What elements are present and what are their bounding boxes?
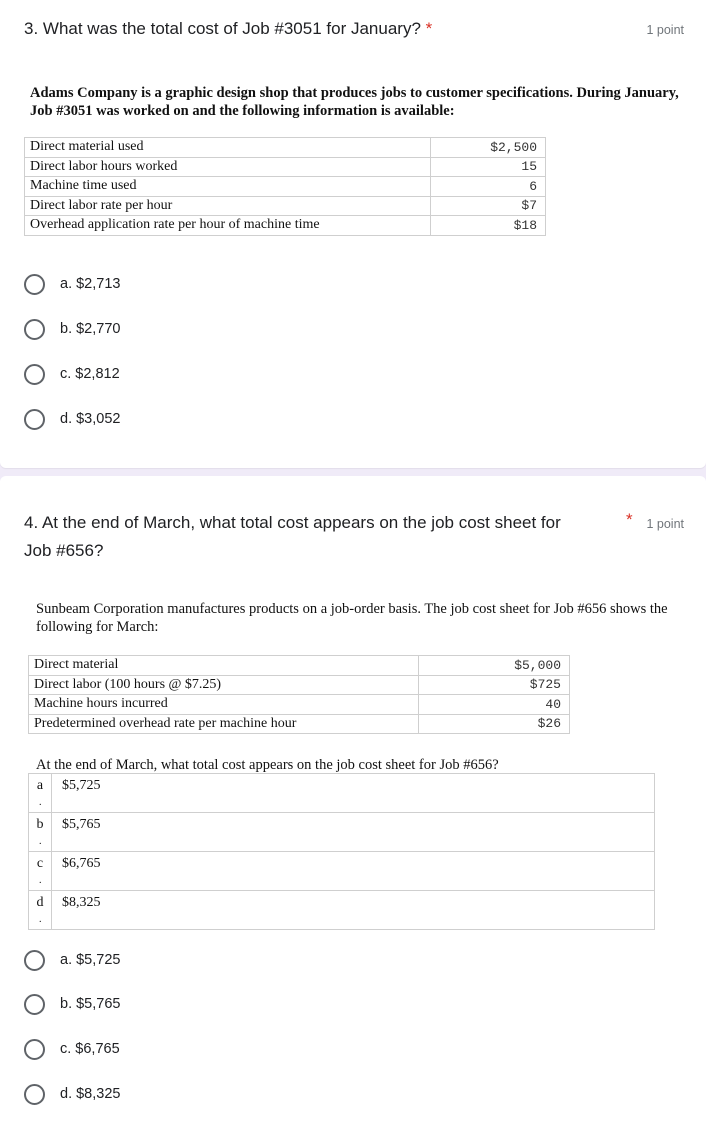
row-value: $2,500: [431, 138, 546, 158]
question-4-intro: Sunbeam Corporation manufactures products on a job-order basis. The job cost sheet for Job #656 shows the following for March:: [36, 601, 668, 635]
question-4-choices-table: [28, 773, 655, 930]
choice-answer: $5,725: [52, 774, 655, 813]
question-4-title: [24, 509, 624, 565]
option-label: b. $2,770: [60, 321, 121, 337]
choice-letter: b .: [29, 813, 52, 852]
question-4-option-c[interactable]: [24, 1037, 120, 1061]
question-3-option-d[interactable]: [24, 407, 120, 431]
table-row: [25, 196, 546, 216]
choice-answer: $6,765: [52, 852, 655, 891]
question-3-data-table: [24, 137, 546, 236]
question-4-title-line-1: 4. At the end of March, what total cost appears on the job cost sheet for: [24, 513, 561, 532]
row-value: $5,000: [419, 656, 570, 676]
table-row: [29, 774, 655, 813]
table-row: [25, 216, 546, 236]
table-row: [29, 714, 570, 734]
radio-button[interactable]: [24, 950, 45, 971]
option-label: c. $2,812: [60, 366, 120, 382]
option-label: c. $6,765: [60, 1041, 120, 1057]
row-label: Direct material used: [25, 138, 431, 158]
table-row: [25, 157, 546, 177]
required-mark: *: [626, 510, 633, 529]
option-label: b. $5,765: [60, 996, 121, 1012]
row-label: Machine time used: [25, 177, 431, 197]
question-4-data-table: [28, 655, 570, 734]
question-4-title-line-2: Job #656?: [24, 541, 104, 560]
row-label: Predetermined overhead rate per machine hour: [29, 714, 419, 734]
radio-button[interactable]: [24, 1039, 45, 1060]
option-label: d. $8,325: [60, 1086, 121, 1102]
choice-letter: c .: [29, 852, 52, 891]
row-label: Direct material: [29, 656, 419, 676]
row-value: $18: [431, 216, 546, 236]
option-label: a. $5,725: [60, 952, 121, 968]
question-3-intro: Adams Company is a graphic design shop that produces jobs to customer specifications. During January, Job #3051 was worked on and the following information is available:: [30, 85, 679, 119]
row-label: Direct labor (100 hours @ $7.25): [29, 675, 419, 695]
table-row: [29, 813, 655, 852]
radio-button[interactable]: [24, 364, 45, 385]
table-row: [29, 695, 570, 715]
table-row: [29, 656, 570, 676]
question-3-option-c[interactable]: [24, 362, 120, 386]
question-4-option-a[interactable]: [24, 948, 120, 972]
row-label: Direct labor hours worked: [25, 157, 431, 177]
table-row: [29, 852, 655, 891]
radio-button[interactable]: [24, 319, 45, 340]
radio-button[interactable]: [24, 1084, 45, 1105]
row-value: $7: [431, 196, 546, 216]
table-row: [29, 891, 655, 930]
question-4-points: 1 point: [646, 517, 684, 531]
section-divider: [0, 462, 706, 482]
choice-letter: d .: [29, 891, 52, 930]
row-label: Machine hours incurred: [29, 695, 419, 715]
radio-button[interactable]: [24, 274, 45, 295]
table-row: [25, 138, 546, 158]
row-value: 6: [431, 177, 546, 197]
row-label: Direct labor rate per hour: [25, 196, 431, 216]
choice-answer: $5,765: [52, 813, 655, 852]
required-mark: *: [425, 19, 433, 38]
option-label: d. $3,052: [60, 411, 121, 427]
radio-button[interactable]: [24, 409, 45, 430]
row-value: 15: [431, 157, 546, 177]
table-row: [25, 177, 546, 197]
option-label: a. $2,713: [60, 276, 121, 292]
radio-button[interactable]: [24, 994, 45, 1015]
question-4-option-b[interactable]: [24, 992, 120, 1016]
question-3-option-b[interactable]: [24, 317, 120, 341]
choice-letter: a .: [29, 774, 52, 813]
row-value: 40: [419, 695, 570, 715]
question-3-title-text: 3. What was the total cost of Job #3051 for January?: [24, 19, 421, 38]
row-value: $725: [419, 675, 570, 695]
row-value: $26: [419, 714, 570, 734]
table-row: [29, 675, 570, 695]
question-3-option-a[interactable]: [24, 272, 120, 296]
row-label: Overhead application rate per hour of machine time: [25, 216, 431, 236]
question-3-title: [24, 15, 432, 43]
question-4-option-d[interactable]: [24, 1082, 120, 1106]
question-4-sub-question: At the end of March, what total cost appears on the job cost sheet for Job #656?: [36, 757, 499, 773]
question-3-points: 1 point: [646, 23, 684, 37]
choice-answer: $8,325: [52, 891, 655, 930]
